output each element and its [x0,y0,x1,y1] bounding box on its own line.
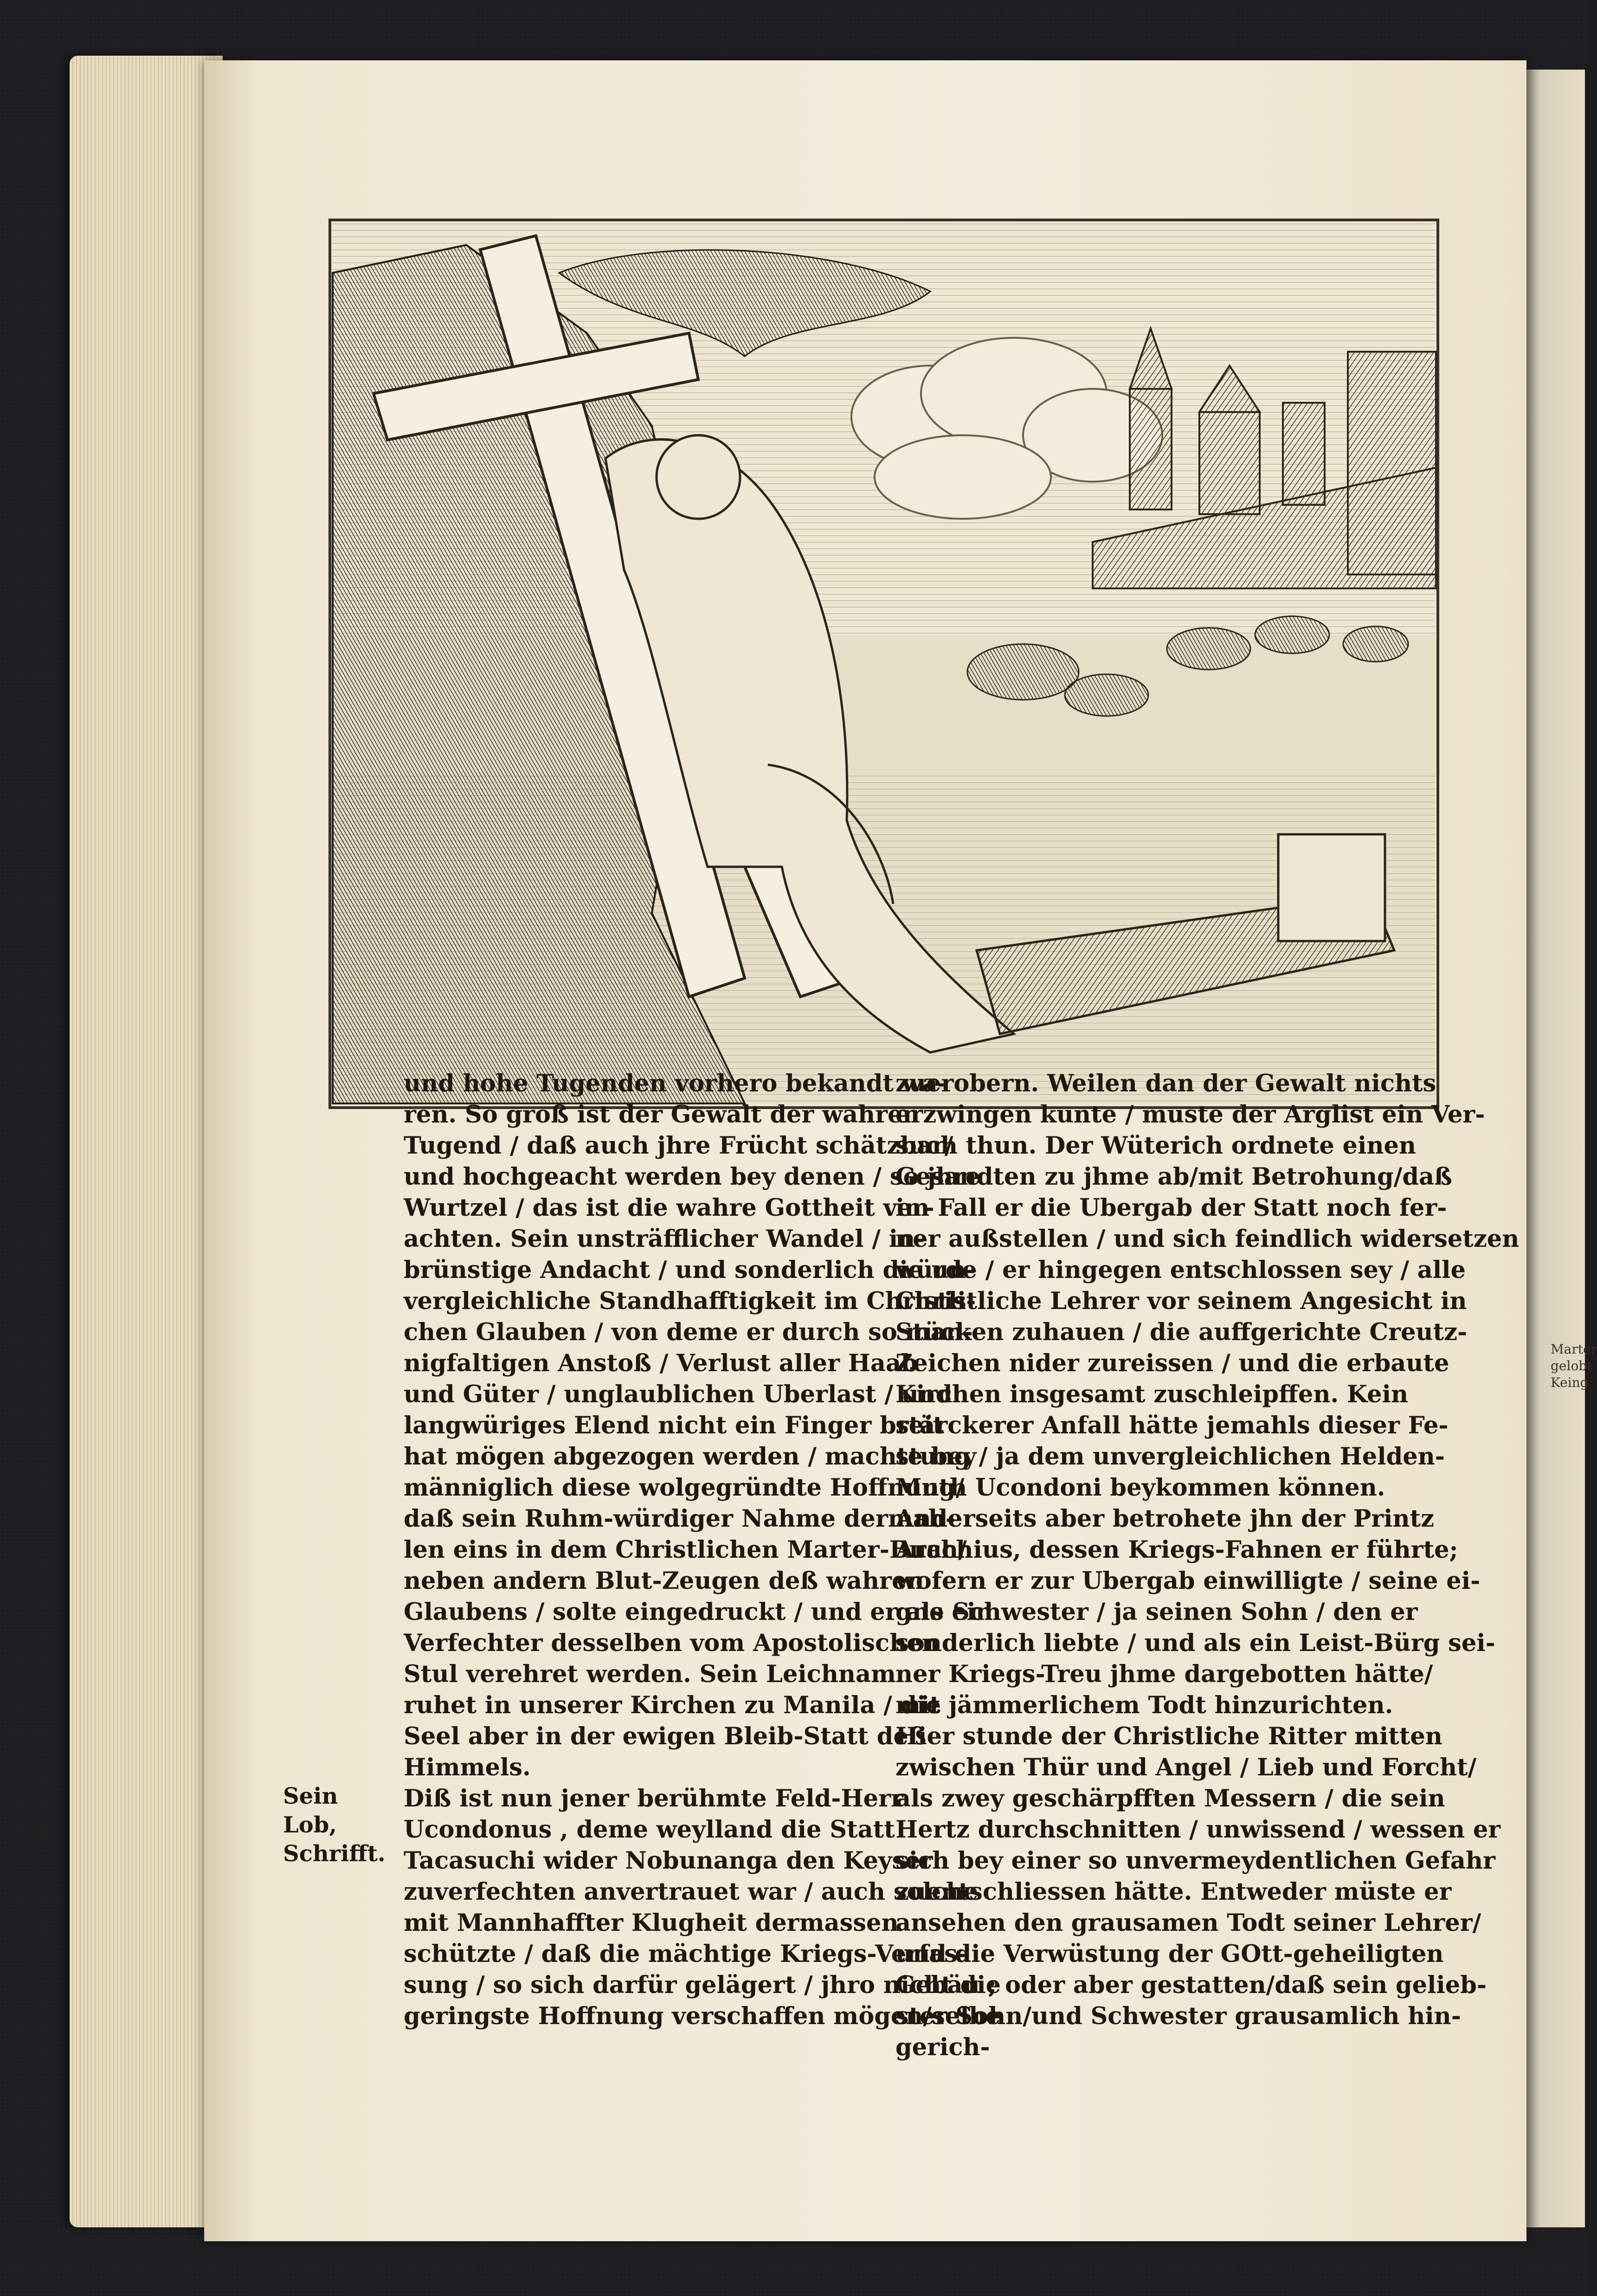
margin-note-left: Sein Lob, Schrifft. [283,1783,386,1867]
book-page-edges [70,56,223,2227]
engraving-svg [327,217,1441,1110]
book-page [204,60,1526,2241]
engraving-illustration [327,217,1441,1110]
text-column-right: zuerobern. Weilen dan der Gewalt nichts erzwingen kunte / muste der Arglist ein Ver- such thun. Der Wüterich ordnete einen Gesandten zu jhme ab/mit Betrohung/daß im Fall er die Ubergab der Statt noch fer- ner außstellen / und sich feindlich widersetzen würde / er hingegen entschlossen sey / alle Christliche Lehrer vor seinem Angesicht in Stücken zuhauen / die auffgerichte Creutz- Zeichen nider zureissen / und die erbaute Kirchen insgesamt zuschleipffen. Kein stärckerer Anfall hätte jemahls dieser Fe- stung / ja dem unvergleichlichen Helden- Muth Ucondoni beykommen können. Anderseits aber betrohete jhn der Printz Arachius, dessen Kriegs-Fahnen er führte; wofern er zur Ubergab einwilligte / seine ei- gne Schwester / ja seinen Sohn / den er sonderlich liebte / und als ein Leist-Bürg sei- ner Kriegs-Treu jhme dargebotten hätte/ mit jämmerlichem Todt hinzurichten. Hier stunde der Christliche Ritter mitten zwischen Thür und Angel / Lieb und Forcht/ als zwey geschärpfften Messern / die sein Hertz durchschnitten / unwissend / wessen er sich bey einer so unvermeydentlichen Gefahr zuentschliessen hätte. Entweder müste er ansehen den grausamen Todt seiner Lehrer/ und die Verwüstung der GOtt-geheiligten Gebäu ; oder aber gestatten/daß sein gelieb- ster Sohn/und Schwester grausamlich hin- gerich- [895,1070,1520,2061]
facing-page-edge [1526,70,1597,2227]
facing-page-margin-note: Marter gelobt Keing [1551,1341,1597,1390]
text-column-left: und hohe Tugenden vorhero bekandt wa- ren. So groß ist der Gewalt der wahren Tugend / daß auch jhre Frücht schätzbar/ und hochgeacht werden bey denen / so jhre Wurtzel / das ist die wahre Gottheit ver- achten. Sein unsträfflicher Wandel / in- brünstige Andacht / und sonderlich die un- vergleichliche Standhafftigkeit im Christli- chen Glauben / von deme er durch so man- nigfaltigen Anstoß / Verlust aller Haab und Güter / unglaublichen Uberlast / und langwüriges Elend nicht ein Finger breit hat mögen abgezogen werden / machte bey männiglich diese wolgegründte Hoffnung/ daß sein Ruhm-würdiger Nahme dermah- len eins in dem Christlichen Marter-Buch/ neben andern Blut-Zeugen deß wahren Glaubens / solte eingedruckt / und er als ein Verfechter desselben vom Apostolischen Stul verehret werden. Sein Leichnam ruhet in unserer Kirchen zu Manila / die Seel aber in der ewigen Bleib-Statt deß Himmels. Diß ist nun jener berühmte Feld-Herr Ucondonus , deme weylland die Statt Tacasuchi wider Nobunanga den Keyser zuverfechten anvertrauet war / auch solche mit Mannhaffter Klugheit dermassen schützte / daß die mächtige Kriegs-Verfas- sung / so sich darfür gelägert / jhro nicht die geringste Hoffnung verschaffen mögen/selbe [404,1070,1001,2030]
